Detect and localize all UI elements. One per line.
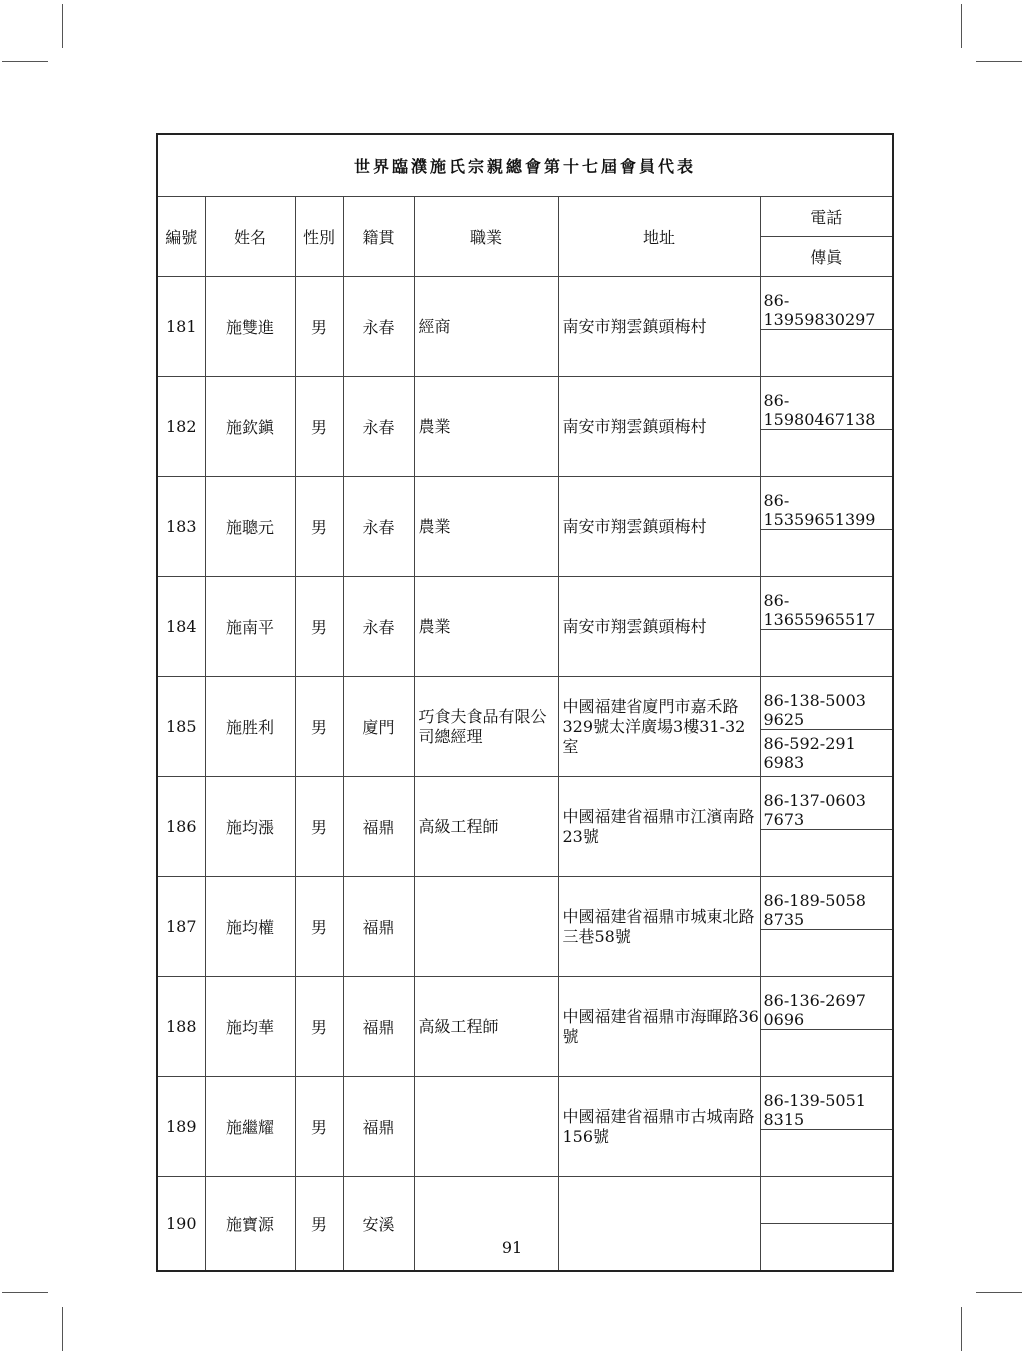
table-row xyxy=(157,1077,893,1130)
crop-mark xyxy=(2,1292,48,1293)
crop-mark xyxy=(62,4,63,48)
row-number: 189 xyxy=(157,1077,205,1177)
member-address: 中國福建省福鼎市江濱南路23號 xyxy=(558,777,760,877)
member-phone: 86-136-2697 0696 xyxy=(760,977,893,1030)
crop-mark xyxy=(961,4,962,48)
crop-mark xyxy=(62,1307,63,1351)
header-origin: 籍貫 xyxy=(343,197,414,277)
member-origin: 安溪 xyxy=(343,1177,414,1271)
member-gender: 男 xyxy=(295,277,343,377)
member-phone: 86-189-5058 8735 xyxy=(760,877,893,930)
member-address: 中國福建省福鼎市古城南路156號 xyxy=(558,1077,760,1177)
member-origin: 福鼎 xyxy=(343,777,414,877)
table-row xyxy=(157,877,893,930)
table-row xyxy=(157,977,893,1030)
member-occupation: 高級工程師 xyxy=(414,977,558,1077)
table-row xyxy=(157,677,893,730)
crop-mark xyxy=(2,61,48,62)
member-fax xyxy=(760,930,893,977)
member-name: 施雙進 xyxy=(205,277,295,377)
row-number: 185 xyxy=(157,677,205,777)
member-occupation: 農業 xyxy=(414,477,558,577)
member-origin: 福鼎 xyxy=(343,877,414,977)
member-phone: 86-15359651399 xyxy=(760,477,893,530)
page-number: 91 xyxy=(501,1238,523,1257)
member-origin: 廈門 xyxy=(343,677,414,777)
member-gender: 男 xyxy=(295,477,343,577)
member-gender: 男 xyxy=(295,1177,343,1271)
member-origin: 永春 xyxy=(343,277,414,377)
member-phone: 86-15980467138 xyxy=(760,377,893,430)
member-address: 南安市翔雲鎮頭梅村 xyxy=(558,277,760,377)
member-address: 中國福建省福鼎市城東北路三巷58號 xyxy=(558,877,760,977)
member-occupation: 經商 xyxy=(414,277,558,377)
table-row xyxy=(157,577,893,630)
member-occupation xyxy=(414,877,558,977)
member-fax xyxy=(760,530,893,577)
header-gender: 性別 xyxy=(295,197,343,277)
member-gender: 男 xyxy=(295,777,343,877)
table-row xyxy=(157,477,893,530)
member-name: 施均漲 xyxy=(205,777,295,877)
row-number: 182 xyxy=(157,377,205,477)
table-row xyxy=(157,1177,893,1224)
member-occupation: 高級工程師 xyxy=(414,777,558,877)
member-name: 施胜利 xyxy=(205,677,295,777)
member-origin: 福鼎 xyxy=(343,977,414,1077)
member-fax xyxy=(760,330,893,377)
member-gender: 男 xyxy=(295,1077,343,1177)
member-name: 施聰元 xyxy=(205,477,295,577)
member-phone: 86-13959830297 xyxy=(760,277,893,330)
table-row xyxy=(157,777,893,830)
header-name: 姓名 xyxy=(205,197,295,277)
member-address: 南安市翔雲鎮頭梅村 xyxy=(558,577,760,677)
member-occupation: 巧食夫食品有限公司總經理 xyxy=(414,677,558,777)
row-number: 190 xyxy=(157,1177,205,1271)
member-name: 施寶源 xyxy=(205,1177,295,1271)
member-name: 施均權 xyxy=(205,877,295,977)
member-name: 施南平 xyxy=(205,577,295,677)
member-gender: 男 xyxy=(295,577,343,677)
member-origin: 永春 xyxy=(343,577,414,677)
member-gender: 男 xyxy=(295,877,343,977)
member-fax xyxy=(760,630,893,677)
member-name: 施欽鎭 xyxy=(205,377,295,477)
member-phone: 86-13655965517 xyxy=(760,577,893,630)
member-gender: 男 xyxy=(295,977,343,1077)
member-fax xyxy=(760,830,893,877)
member-address: 中國福建省福鼎市海暉路36號 xyxy=(558,977,760,1077)
row-number: 181 xyxy=(157,277,205,377)
member-phone: 86-138-5003 9625 xyxy=(760,677,893,730)
member-phone xyxy=(760,1177,893,1224)
crop-mark xyxy=(976,61,1022,62)
header-fax: 傳眞 xyxy=(760,237,893,277)
header-no: 編號 xyxy=(157,197,205,277)
row-number: 183 xyxy=(157,477,205,577)
member-gender: 男 xyxy=(295,377,343,477)
member-name: 施均華 xyxy=(205,977,295,1077)
member-phone: 86-137-0603 7673 xyxy=(760,777,893,830)
member-gender: 男 xyxy=(295,677,343,777)
header-occupation: 職業 xyxy=(414,197,558,277)
member-origin: 永春 xyxy=(343,477,414,577)
header-address: 地址 xyxy=(558,197,760,277)
member-fax: 86-592-291 6983 xyxy=(760,730,893,777)
member-origin: 福鼎 xyxy=(343,1077,414,1177)
row-number: 184 xyxy=(157,577,205,677)
member-fax xyxy=(760,1130,893,1177)
member-occupation: 農業 xyxy=(414,377,558,477)
crop-mark xyxy=(961,1307,962,1351)
member-table xyxy=(156,133,894,1272)
member-name: 施繼耀 xyxy=(205,1077,295,1177)
member-address: 南安市翔雲鎮頭梅村 xyxy=(558,377,760,477)
member-fax xyxy=(760,1030,893,1077)
row-number: 187 xyxy=(157,877,205,977)
page-title: 世界臨濮施氏宗親總會第十七屆會員代表 xyxy=(157,134,893,197)
member-occupation: 農業 xyxy=(414,577,558,677)
member-phone: 86-139-5051 8315 xyxy=(760,1077,893,1130)
row-number: 188 xyxy=(157,977,205,1077)
header-phone: 電話 xyxy=(760,197,893,237)
member-origin: 永春 xyxy=(343,377,414,477)
table-row xyxy=(157,277,893,330)
member-occupation xyxy=(414,1077,558,1177)
crop-mark xyxy=(976,1292,1022,1293)
member-fax xyxy=(760,430,893,477)
table-row xyxy=(157,377,893,430)
member-address: 中國福建省廈門市嘉禾路329號太洋廣場3樓31-32室 xyxy=(558,677,760,777)
row-number: 186 xyxy=(157,777,205,877)
member-address: 南安市翔雲鎮頭梅村 xyxy=(558,477,760,577)
